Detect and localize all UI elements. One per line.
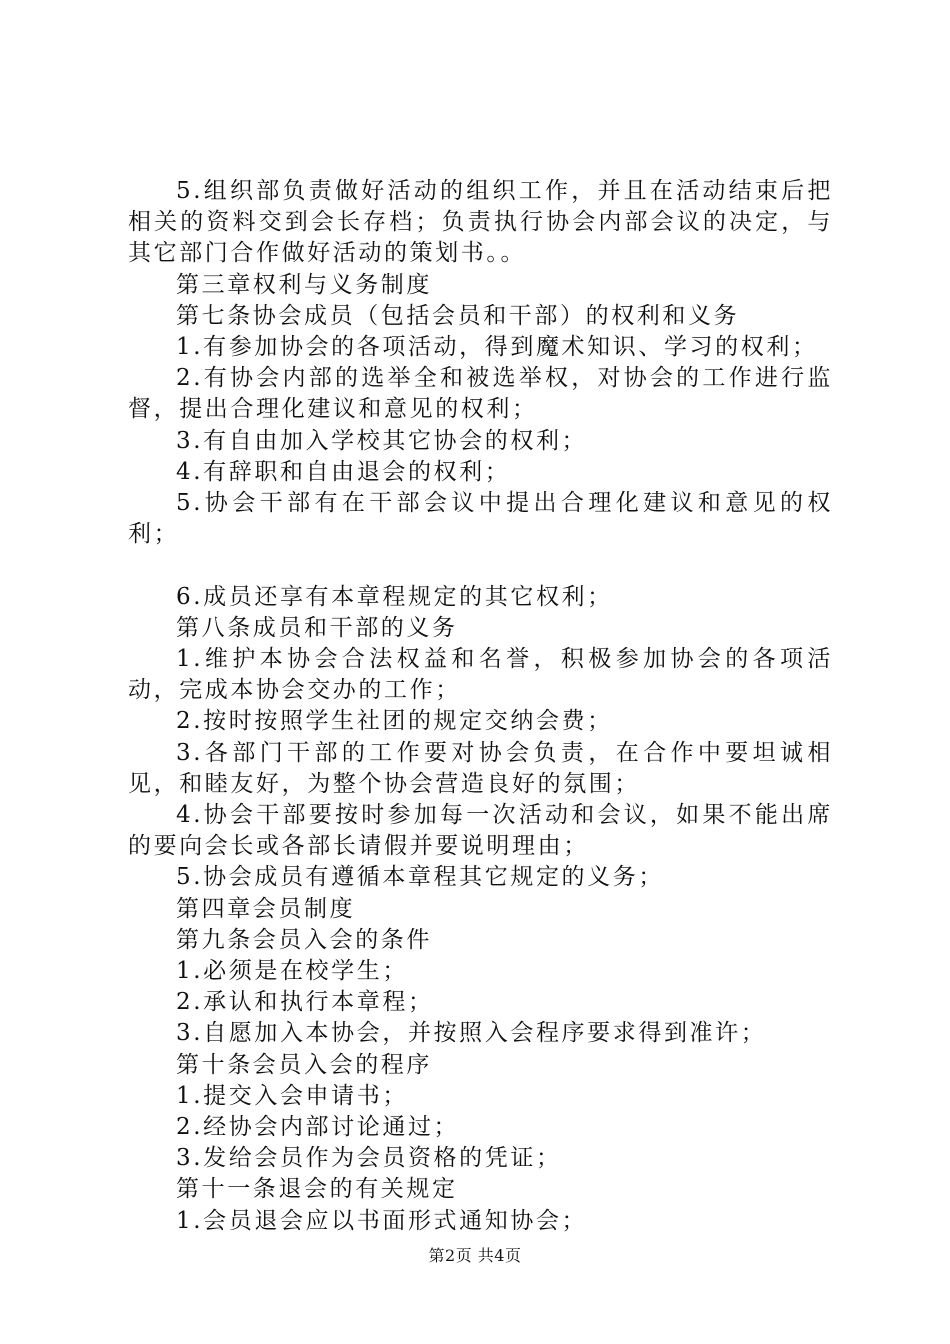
paragraph: 5.协会成员有遵循本章程其它规定的义务； xyxy=(176,864,664,891)
paragraph: 1.会员退会应以书面形式通知协会； xyxy=(176,1207,588,1234)
paragraph: 3.发给会员作为会员资格的凭证； xyxy=(176,1145,562,1172)
paragraph: 第七条协会成员（包括会员和干部）的权利和义务 xyxy=(176,302,740,329)
paragraph: 3.自愿加入本协会，并按照入会程序要求得到准许； xyxy=(176,1020,767,1047)
paragraph: 2.承认和执行本章程； xyxy=(176,989,434,1016)
paragraph: 第八条成员和干部的义务 xyxy=(176,614,458,641)
paragraph: 4.有辞职和自由退会的权利； xyxy=(176,458,511,485)
paragraph: 第十一条退会的有关规定 xyxy=(176,1176,458,1203)
page-footer: 第2页 共4页 xyxy=(428,1246,522,1265)
paragraph: 2.有协会内部的选举全和被选举权，对协会的工作进行监督，提出合理化建议和意见的权利； xyxy=(128,365,833,423)
paragraph: 第九条会员入会的条件 xyxy=(176,926,432,953)
paragraph: 1.提交入会申请书； xyxy=(176,1082,408,1109)
paragraph: 1.有参加协会的各项活动，得到魔术知识、学习的权利； xyxy=(176,334,818,361)
paragraph: 5.协会干部有在干部会议中提出合理化建议和意见的权利； xyxy=(128,490,833,548)
paragraph: 第四章会员制度 xyxy=(176,895,356,922)
paragraph: 第三章权利与义务制度 xyxy=(176,271,432,298)
paragraph: 3.各部门干部的工作要对协会负责，在合作中要坦诚相见，和睦友好，为整个协会营造良好的氛围； xyxy=(128,739,833,797)
document-body xyxy=(128,176,833,1237)
paragraph: 5.组织部负责做好活动的组织工作，并且在活动结束后把相关的资料交到会长存档；负责执行协会内部会议的决定，与其它部门合作做好活动的策划书。。 xyxy=(128,178,833,267)
paragraph: 第十条会员入会的程序 xyxy=(176,1051,432,1078)
paragraph: 1.维护本协会合法权益和名誉，积极参加协会的各项活动，完成本协会交办的工作； xyxy=(128,646,833,704)
paragraph: 6.成员还享有本章程规定的其它权利； xyxy=(176,583,613,610)
paragraph: 4.协会干部要按时参加每一次活动和会议，如果不能出席的要向会长或各部长请假并要说明理由； xyxy=(128,802,833,860)
paragraph: 1.必须是在校学生； xyxy=(176,958,408,985)
paragraph: 3.有自由加入学校其它协会的权利； xyxy=(176,427,588,454)
paragraph: 2.经协会内部讨论通过； xyxy=(176,1114,460,1141)
paragraph: 2.按时按照学生社团的规定交纳会费； xyxy=(176,708,613,735)
